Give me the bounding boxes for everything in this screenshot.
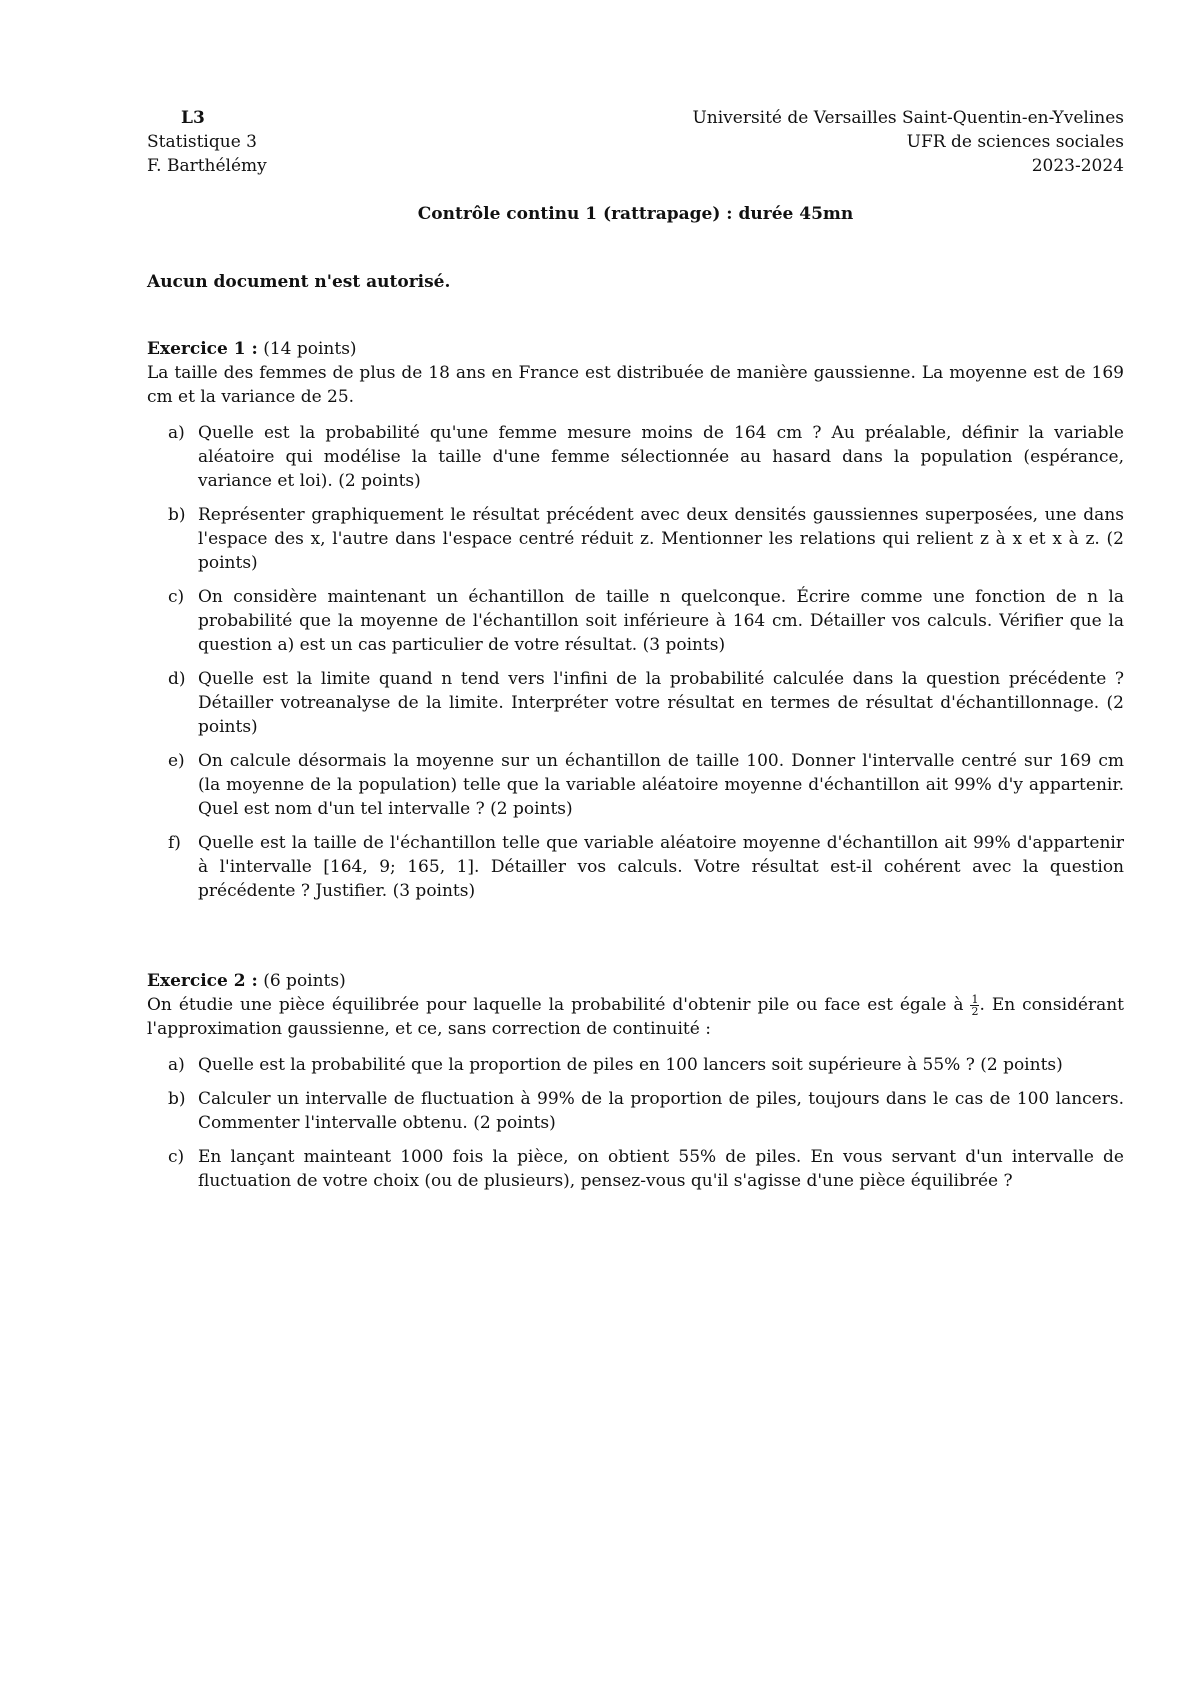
question-2a xyxy=(147,1053,1124,1077)
question-text: On considère maintenant un échantillon de taille n quelconque. Écrire comme une fonction de n la probabilité que la moyenne de l'échantillon soit inférieure à 164 cm. Détailler vos calculs. Vérifier que la question a) est un cas particulier de votre résultat. (3 points) xyxy=(198,587,1124,655)
exercise-2-title: Exercice 2 : xyxy=(147,971,258,991)
question-2c xyxy=(147,1145,1124,1193)
course-level: L3 xyxy=(181,108,205,128)
exercise-1-intro: La taille des femmes de plus de 18 ans en France est distribuée de manière gaussienne. La moyenne est de 169 cm et la variance de 25. xyxy=(147,363,1124,407)
fraction-denominator: 2 xyxy=(971,1005,979,1018)
question-label: e) xyxy=(168,751,185,771)
question-label: c) xyxy=(168,1147,185,1167)
question-text: Calculer un intervalle de fluctuation à 99% de la proportion de piles, toujours dans le cas de 100 lancers. Commenter l'intervalle obtenu. (2 points) xyxy=(198,1089,1124,1133)
exam-notice: Aucun document n'est autorisé. xyxy=(147,272,451,292)
question-text: Quelle est la probabilité qu'une femme mesure moins de 164 cm ? Au préalable, définir la variable aléatoire qui modélise la taille d'une femme sélectionnée au hasard dans la population (espérance, variance et loi). (2 points) xyxy=(198,423,1124,491)
question-text: Quelle est la limite quand n tend vers l'infini de la probabilité calculée dans la question précédente ? Détailler votreanalyse de la limite. Interpréter votre résultat en termes de résultat d'échantillonnage. (2 points) xyxy=(198,669,1124,737)
exercise-1-questions xyxy=(147,421,1124,903)
question-label: b) xyxy=(168,505,186,525)
question-1c xyxy=(147,585,1124,657)
page-title: Contrôle continu 1 (rattrapage) : durée 45mn xyxy=(417,204,854,224)
question-1b xyxy=(147,503,1124,575)
question-label: a) xyxy=(168,423,185,443)
header xyxy=(147,106,1124,180)
question-text: On calcule désormais la moyenne sur un échantillon de taille 100. Donner l'intervalle centré sur 169 cm (la moyenne de la population) telle que la variable aléatoire moyenne d'échantillon ait 99% d'y appartenir. Quel est nom d'un tel intervalle ? (2 points) xyxy=(198,751,1124,819)
exercise-2-points: (6 points) xyxy=(263,971,346,991)
question-1a xyxy=(147,421,1124,493)
exercise-1-heading xyxy=(147,337,1124,361)
question-text: Quelle est la taille de l'échantillon telle que variable aléatoire moyenne d'échantillon ait 99% d'appartenir à l'intervalle [164, 9; 165, 1]. Détailler vos calculs. Votre résultat est-il cohérent avec la question précédente ? Justifier. (3 points) xyxy=(198,833,1124,901)
exercise-1 xyxy=(147,337,1124,903)
course-name: Statistique 3 xyxy=(147,132,257,152)
question-1d xyxy=(147,667,1124,739)
question-2b xyxy=(147,1087,1124,1135)
exercise-2-intro-end: . En considérant l'approximation gaussienne, et ce, sans correction de continuité : xyxy=(147,995,1124,1039)
header-right xyxy=(692,106,1124,178)
faculty-name: UFR de sciences sociales xyxy=(906,132,1124,152)
header-left xyxy=(147,106,267,178)
question-label: a) xyxy=(168,1055,185,1075)
exercise-2-intro-start: On étudie une pièce équilibrée pour laquelle la probabilité d'obtenir pile ou face est égale à xyxy=(147,995,964,1015)
exercise-2 xyxy=(147,969,1124,1193)
exercise-2-questions xyxy=(147,1053,1124,1193)
question-label: c) xyxy=(168,587,185,607)
fraction-numerator: 1 xyxy=(971,993,979,1006)
question-label: b) xyxy=(168,1089,186,1109)
exercise-2-intro xyxy=(147,993,1124,1041)
question-label: d) xyxy=(168,669,186,689)
question-text: En lançant mainteant 1000 fois la pièce, on obtient 55% de piles. En vous servant d'un intervalle de fluctuation de votre choix (ou de plusieurs), pensez-vous qu'il s'agisse d'une pièce équilibrée ? xyxy=(198,1147,1124,1191)
exercise-1-points: (14 points) xyxy=(263,339,357,359)
question-text: Représenter graphiquement le résultat précédent avec deux densités gaussiennes superposées, une dans l'espace des x, l'autre dans l'espace centré réduit z. Mentionner les relations qui relient z à x et x à z. (2 points) xyxy=(198,505,1124,573)
exercise-2-heading xyxy=(147,969,1124,993)
exercise-1-title: Exercice 1 : xyxy=(147,339,258,359)
university-name: Université de Versailles Saint-Quentin-en-Yvelines xyxy=(692,108,1124,128)
instructor-name: F. Barthélémy xyxy=(147,156,267,176)
question-1e xyxy=(147,749,1124,821)
academic-year: 2023-2024 xyxy=(1031,156,1124,176)
question-text: Quelle est la probabilité que la proportion de piles en 100 lancers soit supérieure à 55% ? (2 points) xyxy=(198,1055,1063,1075)
question-label: f) xyxy=(168,833,181,853)
exam-page xyxy=(147,106,1124,1203)
question-1f xyxy=(147,831,1124,903)
